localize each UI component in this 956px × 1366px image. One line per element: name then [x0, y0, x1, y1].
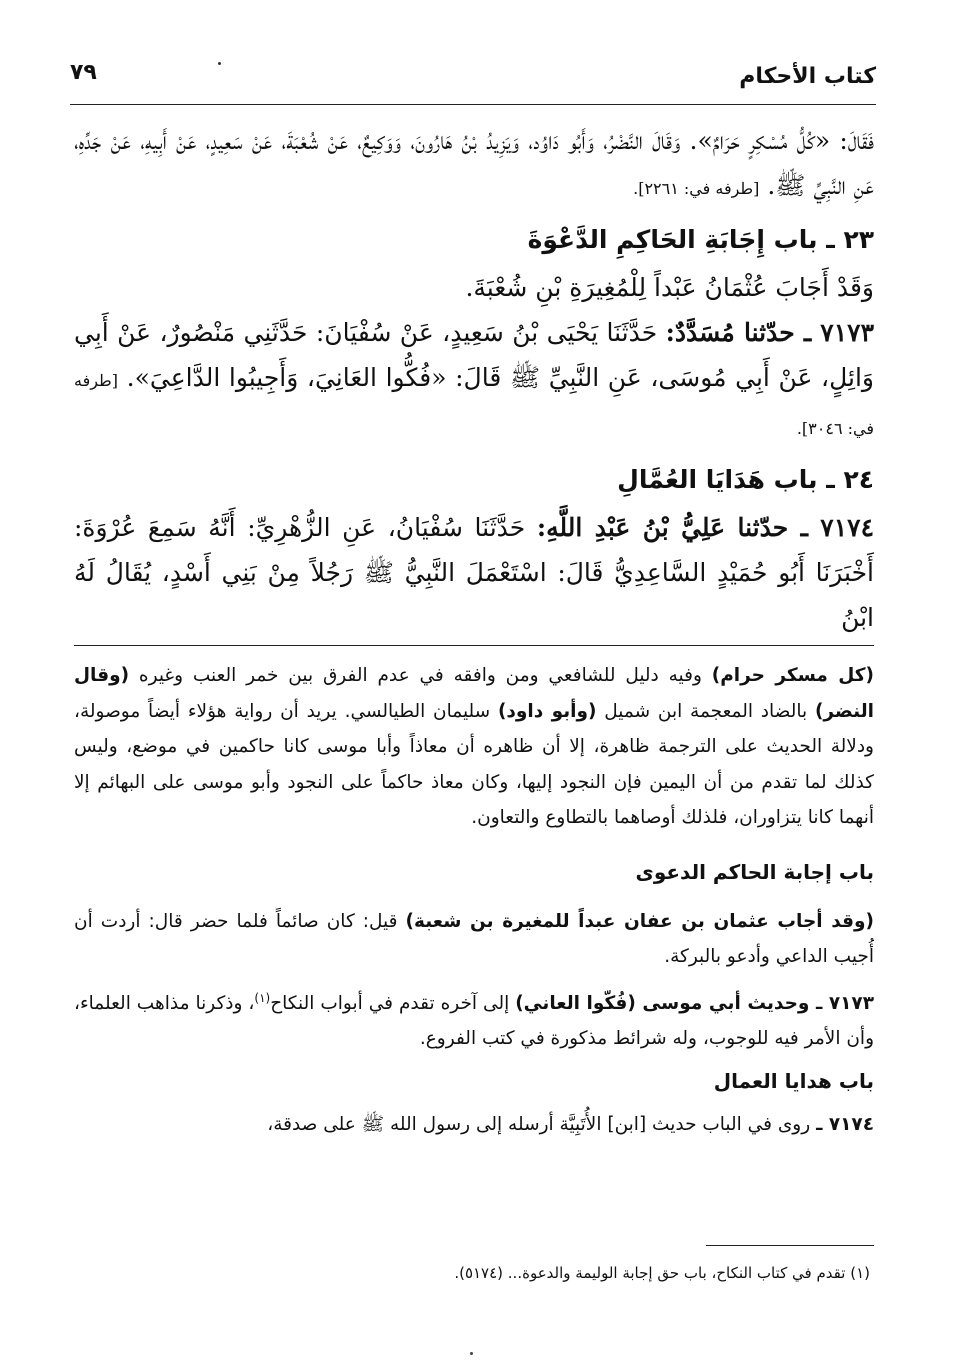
commentary-paragraph-1 [74, 658, 874, 836]
running-header [70, 58, 876, 98]
book-title: كتاب الأحكام [739, 64, 876, 89]
hadith-7173 [74, 310, 874, 451]
hadith-text-section [74, 118, 874, 640]
commentary-title-2: باب هدايا العمال [713, 1068, 874, 1093]
commentary-bold-phrase: ٧١٧٤ ـ [816, 1113, 874, 1135]
commentary-text: إلى آخره تقدم في أبواب النكاح [270, 992, 510, 1014]
continuation-ref: [طرفه في: ٢٢٦١]. [633, 179, 760, 198]
chapter-23-note: وَقَدْ أَجَابَ عُثْمَانُ عَبْداً لِلْمُغِيرَةِ بْنِ شُعْبَةَ. [465, 273, 874, 302]
commentary-section [74, 658, 874, 1142]
commentary-text: وفيه دليل للشافعي ومن وافقه في عدم الفرق بين خمر العنب وغيره [138, 665, 702, 686]
commentary-bold-phrase: ٧١٧٣ ـ وحديث أبي موسى (فُكّوا العاني) [515, 992, 874, 1014]
commentary-title-1: باب إجابة الحاكم الدعوى [635, 859, 874, 884]
continuation-line-2: عَنْ سَعِيدٍ، عَنْ أَبِيهِ، عَنْ جَدِّهِ، عَنِ النَّبِيِّ ﷺ. [74, 126, 874, 200]
commentary-divider [74, 645, 874, 646]
print-speck [218, 62, 221, 65]
commentary-text: ، وذكرنا مذاهب العلماء، وأن الأمر فيه للوجوب، وله شرائط مذكورة في كتب الفروع. [74, 992, 874, 1050]
page-number: ٧٩ [70, 60, 97, 85]
hadith-7174 [74, 505, 874, 640]
chapter-23-title: ٢٣ ـ باب إِجَابَةِ الحَاكِمِ الدَّعْوَةَ [527, 225, 874, 254]
footnote-number: (١) [850, 1264, 870, 1282]
commentary-text: سليمان الطيالسي. يريد أن رواية هؤلاء أيضاً موصولة، ودلالة الحديث على الترجمة ظاهرة، إلا أن ظاهره أن معاذاً وأبا موسى كانا حاكمين في موضع، وليس كذلك لما تقدم من أن اليمين فإن النجود إليها، وكان معاذ حاكماً على النجود وأبو موسى على البهائم إلا أنهما كانا يتزاوران، فلذلك أوصاهما بالتطاوع والتعاون. [74, 700, 874, 828]
hadith-7173-lead: ٧١٧٣ ـ حدّثنا مُسَدَّدٌ: [665, 318, 875, 347]
commentary-bold-phrase: (وأبو داود) [497, 700, 597, 722]
continuation-paragraph [74, 118, 874, 211]
header-rule [70, 104, 876, 105]
footnote [74, 1260, 870, 1286]
commentary-text: بالضاد المعجمة ابن شميل [604, 700, 808, 722]
print-speck [470, 1352, 473, 1355]
commentary-paragraph-4 [74, 1107, 874, 1143]
commentary-paragraph-3 [74, 981, 874, 1057]
chapter-24-title: ٢٤ ـ باب هَدَايَا العُمَّالِ [617, 465, 874, 494]
hadith-7174-lead: ٧١٧٤ ـ حدّثنا عَلِيُّ بْنُ عَبْدِ اللَّهِ: [536, 513, 874, 542]
continuation-line-1: فَقَالَ: «كُلُّ مُسْكِرٍ حَرَامٌ». وَقَالَ النَّضْرُ، وَأَبُو دَاوُد، وَيَزِيدُ بْنُ هَارُونَ، وَوَكِيعٌ، عَنْ شُعْبَةَ، [281, 126, 874, 155]
hadith-7173-text: حَدَّثَنَا يَحْيَى بْنُ سَعِيدٍ، عَنْ سُفْيَانَ: حَدَّثَنِي مَنْصُورٌ، عَنْ أَبِي وَائِلٍ، عَنْ أَبِي مُوسَى، عَنِ النَّبِيِّ ﷺ قَالَ: «فُكُّوا العَانِيَ، وَأَجِيبُوا الدَّاعِيَ». [74, 318, 874, 392]
commentary-text: قيل: كان صائماً فلما حضر قال: أردت أن أُجيب الداعي وأدعو بالبركة. [74, 910, 874, 967]
footnote-text: تقدم في كتاب النكاح، باب حق إجابة الوليمة والدعوة... (٥١٧٤). [454, 1264, 846, 1282]
commentary-paragraph-2 [74, 904, 874, 975]
commentary-bold-phrase: (كل مسكر حرام) [711, 665, 875, 686]
footnote-rule [706, 1245, 874, 1246]
footnote-marker: (١) [254, 990, 271, 1005]
commentary-text: روى في الباب حديث [ابن] الأُتَبِيَّة أرسله إلى رسول الله ﷺ على صدقة، [267, 1113, 811, 1135]
commentary-bold-phrase: (وقال النضر) [74, 665, 874, 722]
hadith-7174-text: حَدَّثَنَا سُفْيَانُ، عَنِ الزُّهْرِيِّ: أَنَّهُ سَمِعَ عُرْوَةَ: أَخْبَرَنَا أَبُو حُمَيْدٍ السَّاعِدِيُّ قَالَ: اسْتَعْمَلَ النَّبِيُّ ﷺ رَجُلاً مِنْ بَنِي أَسْدٍ، يُقَالُ لَهُ ابْنُ [74, 513, 874, 632]
commentary-bold-phrase: (وقد أجاب عثمان بن عفان عبداً للمغيرة بن شعبة) [405, 910, 874, 932]
hadith-7173-ref: [طرفه في: ٣٠٤٦]. [74, 371, 874, 438]
